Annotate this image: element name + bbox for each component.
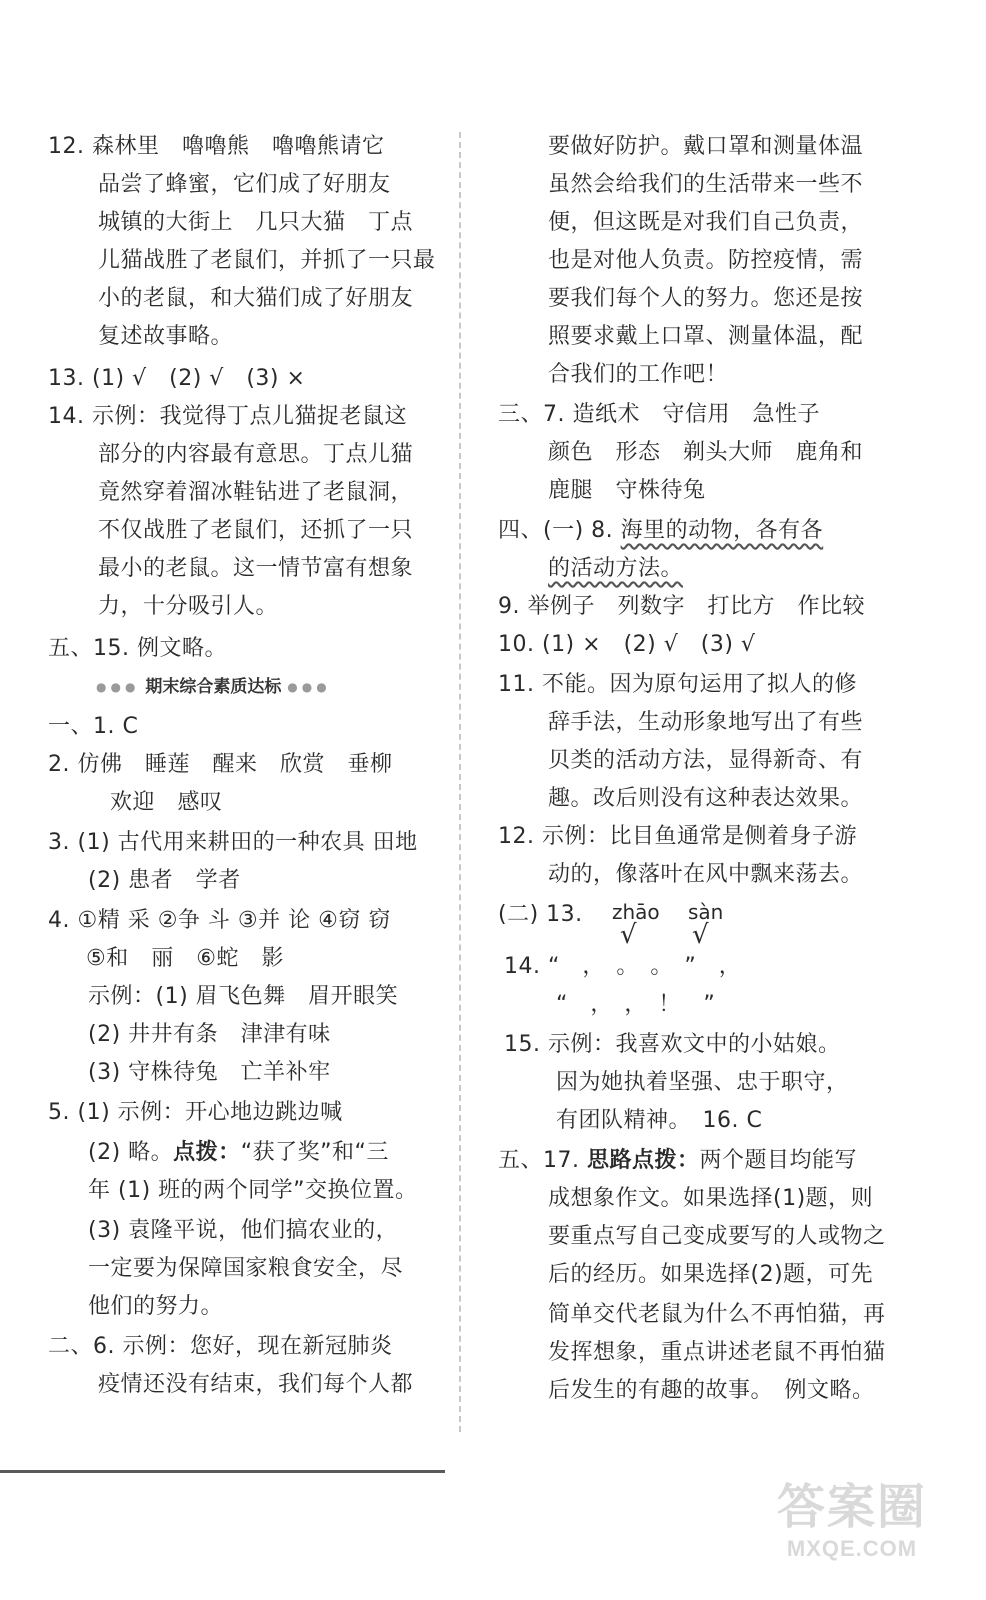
- answer-line: 14. 示例：我觉得丁点儿猫捉老鼠这: [48, 404, 407, 429]
- answer-line: 虽然会给我们的生活带来一些不: [548, 172, 864, 197]
- answer-line: 要重点写自己变成要写的人或物之: [548, 1224, 886, 1249]
- answer-line: “ ， ， ！ ”: [556, 992, 716, 1017]
- answer-line: 竟然穿着溜冰鞋钻进了老鼠洞，: [98, 480, 414, 505]
- answer-line: 15. 示例：我喜欢文中的小姑娘。: [504, 1032, 841, 1057]
- answer-line: 10. (1) × (2) √ (3) √: [498, 632, 756, 657]
- answer-line: 要做好防护。戴口罩和测量体温: [548, 134, 864, 159]
- answer-line: (3) 袁隆平说，他们搞农业的，: [88, 1218, 399, 1243]
- answer-line: 3. (1) 古代用来耕田的一种农具 田地: [48, 830, 418, 855]
- answer-line: 9. 举例子 列数字 打比方 作比较: [498, 594, 865, 619]
- answer-line: 要我们每个人的努力。您还是按: [548, 286, 864, 311]
- answer-line: [548, 550, 683, 588]
- section-title: ●●● 期末综合素质达标 ●●●: [96, 677, 331, 697]
- answer-line: 一定要为保障国家粮食安全，尽: [88, 1256, 404, 1281]
- answer-line: 5. (1) 示例：开心地边跳边喊: [48, 1100, 343, 1125]
- dots-decoration: ●●●: [287, 680, 331, 694]
- answer-line: (2) 井井有条 津津有味: [88, 1022, 331, 1047]
- answer-line: 发挥想象，重点讲述老鼠不再怕猫: [548, 1340, 886, 1365]
- answer-line: 照要求戴上口罩、测量体温，配: [548, 324, 864, 349]
- check-mark-icon: √: [692, 920, 709, 950]
- answer-line: 不仅战胜了老鼠们，还抓了一只: [98, 518, 414, 543]
- answer-line: 鹿腿 守株待兔: [548, 478, 706, 503]
- wavy-underlined-text: 海里的动物，各有各: [620, 518, 824, 543]
- answer-line: 14. “ ， 。 。 ” ，: [504, 954, 742, 979]
- answer-line: 三、7. 造纸术 守信用 急性子: [498, 402, 820, 427]
- answer-line: 四、(一) 8. 海里的动物，各有各: [498, 518, 824, 543]
- answer-line: 便，但这既是对我们自己负责，: [548, 210, 864, 235]
- answer-line: 成想象作文。如果选择(1)题，则: [548, 1186, 874, 1211]
- answer-line: 一、1. C: [48, 714, 139, 739]
- answer-line: 有团队精神。 16. C: [556, 1108, 763, 1133]
- answer-line: 小的老鼠，和大猫们成了好朋友: [98, 286, 414, 311]
- answer-line: 年 (1) 班的两个同学”交换位置。: [88, 1178, 418, 1203]
- answer-line: 12. 示例：比目鱼通常是侧着身子游: [498, 824, 857, 849]
- answer-line: 部分的内容最有意思。丁点儿猫: [98, 442, 414, 467]
- answer-line: 贝类的活动方法，显得新奇、有: [548, 748, 864, 773]
- answer-line: 示例：(1) 眉飞色舞 眉开眼笑: [88, 984, 399, 1009]
- watermark-logo: 答案圈 MXQE.COM: [776, 1481, 927, 1561]
- answer-line: 二、6. 示例：您好，现在新冠肺炎: [48, 1334, 393, 1359]
- answer-line: (3) 守株待兔 亡羊补牢: [88, 1060, 331, 1085]
- dots-decoration: ●●●: [96, 680, 140, 694]
- answer-line: 五、17. 思路点拨：两个题目均能写: [498, 1148, 858, 1173]
- answer-line: 最小的老鼠。这一情节富有想象: [98, 556, 414, 581]
- answer-line: 简单交代老鼠为什么不再怕猫，再: [548, 1302, 886, 1327]
- answer-line: 力，十分吸引人。: [98, 594, 279, 619]
- answer-line: 12. 森林里 嚕嚕熊 嚕嚕熊请它: [48, 134, 385, 159]
- wavy-underlined-text: 的活动方法。: [548, 556, 684, 581]
- answer-line: 颜色 形态 剃头大师 鹿角和: [548, 440, 864, 465]
- answer-line: 13. (1) √ (2) √ (3) ×: [48, 366, 306, 391]
- answer-line: 4. ①精 采 ②争 斗 ③并 论 ④窃 窃: [48, 908, 391, 933]
- answer-line: (2) 略。点拨：“获了奖”和“三: [88, 1140, 389, 1165]
- answer-line: 也是对他人负责。防控疫情，需: [548, 248, 864, 273]
- answer-line: 后发生的有趣的故事。 例文略。: [548, 1378, 875, 1403]
- column-divider: [459, 132, 461, 1432]
- answer-line: 复述故事略。: [98, 324, 234, 349]
- answer-line: ⑤和 丽 ⑥蛇 影: [86, 946, 284, 971]
- answer-line: 11. 不能。因为原句运用了拟人的修: [498, 672, 857, 697]
- pinyin-zhao: zhāo: [612, 900, 660, 924]
- answer-line: 趣。改后则没有这种表达效果。: [548, 786, 864, 811]
- answer-line: 城镇的大街上 几只大猫 丁点: [98, 210, 414, 235]
- answer-line: 动的，像落叶在风中飘来荡去。: [548, 862, 864, 887]
- answer-line: 欢迎 感叹: [110, 790, 223, 815]
- answer-line: 儿猫战胜了老鼠们，并抓了一只最: [98, 248, 436, 273]
- answer-line: 疫情还没有结束，我们每个人都: [98, 1372, 414, 1397]
- check-mark-icon: √: [620, 920, 637, 950]
- bottom-rule: [0, 1470, 445, 1473]
- pinyin-san: sàn: [688, 900, 724, 924]
- answer-line: (二) 13.: [498, 902, 583, 927]
- answer-line: 合我们的工作吧！: [548, 362, 729, 387]
- answer-line: 因为她执着坚强、忠于职守，: [556, 1070, 849, 1095]
- answer-line: 2. 仿佛 睡莲 醒来 欣赏 垂柳: [48, 752, 393, 777]
- answer-line: 品尝了蜂蜜，它们成了好朋友: [98, 172, 391, 197]
- answer-line: 五、15. 例文略。: [48, 636, 227, 661]
- answer-line: 辞手法，生动形象地写出了有些: [548, 710, 864, 735]
- answer-line: (2) 患者 学者: [88, 868, 241, 893]
- answer-line: 后的经历。如果选择(2)题，可先: [548, 1262, 874, 1287]
- answer-line: 他们的努力。: [88, 1294, 224, 1319]
